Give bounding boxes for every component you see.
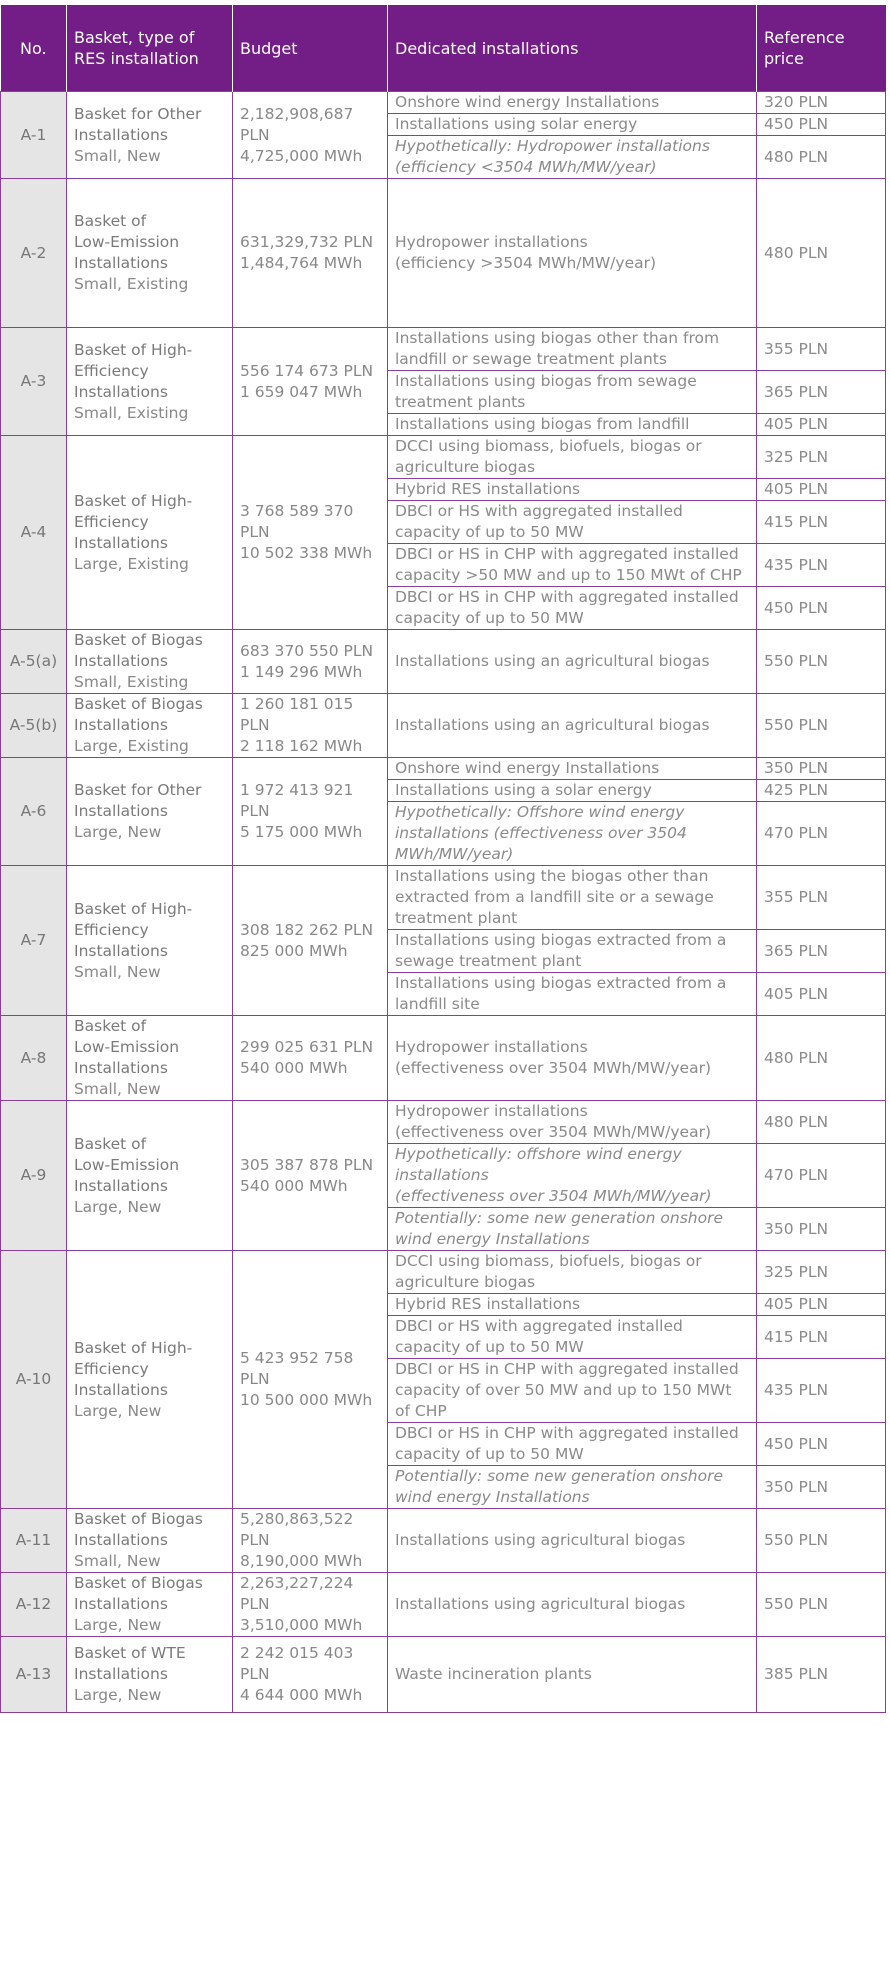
installation-name: Potentially: some new generation onshore wind energy Installations: [388, 1208, 757, 1251]
basket-type: Large, New: [74, 1616, 162, 1634]
budget-energy: 4 644 000 MWh: [240, 1686, 363, 1704]
reference-price: 405 PLN: [757, 973, 886, 1016]
basket-type: Small, New: [74, 146, 161, 165]
installation-name: Installations using agricultural biogas: [388, 1573, 757, 1637]
budget-energy: 10 500 000 MWh: [240, 1391, 373, 1409]
basket-name: Basket of Low-Emission Installations: [74, 212, 180, 272]
basket-cell: [67, 1573, 233, 1637]
reference-price: 480 PLN: [757, 136, 886, 179]
basket-number: A-7: [1, 866, 67, 1016]
reference-price: 405 PLN: [757, 414, 886, 436]
reference-price: 320 PLN: [757, 92, 886, 114]
installation-name: Installations using solar energy: [388, 114, 757, 136]
table-row: [1, 866, 886, 930]
budget-energy: 1 149 296 MWh: [240, 662, 363, 681]
budget-energy: 1,484,764 MWh: [240, 254, 363, 272]
reference-price: 450 PLN: [757, 114, 886, 136]
budget-energy: 540 000 MWh: [240, 1059, 348, 1077]
basket-name: Basket of High- Efficiency Installations: [74, 1338, 193, 1399]
installation-name: Onshore wind energy Installations: [388, 92, 757, 114]
installation-name: DCCI using biomass, biofuels, biogas or agriculture biogas: [388, 1251, 757, 1294]
table-row: [1, 758, 886, 780]
basket-number: A-12: [1, 1573, 67, 1637]
basket-name: Basket of Biogas Installations: [74, 631, 203, 670]
table-row: [1, 436, 886, 479]
basket-name: Basket of High- Efficiency Installations: [74, 491, 193, 552]
budget-amount: 2 242 015 403 PLN: [240, 1644, 354, 1683]
budget-energy: 1 659 047 MWh: [240, 382, 363, 401]
installation-name: Installations using an agricultural biogas: [388, 630, 757, 694]
basket-type: Large, New: [74, 1686, 162, 1704]
basket-number: A-5(b): [1, 694, 67, 758]
budget-amount: 5 423 952 758 PLN: [240, 1349, 354, 1388]
installation-name: Hydropower installations (effectiveness over 3504 MWh/MW/year): [388, 1016, 757, 1101]
table-row: [1, 1509, 886, 1573]
reference-price: 415 PLN: [757, 501, 886, 544]
basket-number: A-3: [1, 328, 67, 436]
installation-name: DCCI using biomass, biofuels, biogas or agriculture biogas: [388, 436, 757, 479]
budget-cell: [233, 1016, 388, 1101]
budget-cell: [233, 92, 388, 179]
basket-cell: [67, 1509, 233, 1573]
installation-name: Hydropower installations (efficiency >3504 MWh/MW/year): [388, 179, 757, 328]
basket-cell: [67, 1101, 233, 1251]
budget-amount: 631,329,732 PLN: [240, 233, 374, 251]
basket-number: A-8: [1, 1016, 67, 1101]
basket-type: Small, Existing: [74, 403, 189, 422]
budget-cell: [233, 179, 388, 328]
installation-name: DBCI or HS with aggregated installed capacity of up to 50 MW: [388, 1316, 757, 1359]
reference-price: 325 PLN: [757, 1251, 886, 1294]
table-row: [1, 328, 886, 371]
budget-amount: 1 260 181 015 PLN: [240, 695, 354, 734]
installation-name: Installations using agricultural biogas: [388, 1509, 757, 1573]
reference-price: 355 PLN: [757, 328, 886, 371]
budget-energy: 540 000 MWh: [240, 1176, 348, 1195]
table-row: [1, 1101, 886, 1144]
basket-number: A-1: [1, 92, 67, 179]
installation-name: Hypothetically: Offshore wind energy installations (effectiveness over 3504 MWh/MW/year): [388, 802, 757, 866]
budget-cell: [233, 758, 388, 866]
installation-name: Hybrid RES installations: [388, 1294, 757, 1316]
basket-type: Small, Existing: [74, 673, 189, 691]
reference-price: 470 PLN: [757, 1144, 886, 1208]
installation-name: DBCI or HS in CHP with aggregated installed capacity of up to 50 MW: [388, 587, 757, 630]
installation-name: DBCI or HS in CHP with aggregated installed capacity >50 MW and up to 150 MWt of CHP: [388, 544, 757, 587]
budget-cell: [233, 630, 388, 694]
reference-price: 480 PLN: [757, 1016, 886, 1101]
installation-name: Installations using an agricultural biogas: [388, 694, 757, 758]
budget-amount: 2,182,908,687 PLN: [240, 104, 354, 144]
budget-energy: 3,510,000 MWh: [240, 1616, 363, 1634]
reference-price: 415 PLN: [757, 1316, 886, 1359]
budget-amount: 305 387 878 PLN: [240, 1155, 374, 1174]
budget-amount: 556 174 673 PLN: [240, 361, 374, 380]
basket-cell: [67, 630, 233, 694]
basket-name: Basket of Biogas Installations: [74, 695, 203, 734]
reference-price: 350 PLN: [757, 1208, 886, 1251]
installation-name: Hypothetically: Hydropower installations (efficiency <3504 MWh/MW/year): [388, 136, 757, 179]
budget-amount: 683 370 550 PLN: [240, 641, 374, 660]
installation-name: Installations using a solar energy: [388, 780, 757, 802]
basket-cell: [67, 1251, 233, 1509]
reference-price: 350 PLN: [757, 758, 886, 780]
budget-energy: 2 118 162 MWh: [240, 737, 363, 755]
budget-energy: 5 175 000 MWh: [240, 823, 363, 841]
budget-cell: [233, 694, 388, 758]
installation-name: Onshore wind energy Installations: [388, 758, 757, 780]
budget-cell: [233, 1251, 388, 1509]
table-body: [1, 92, 886, 1713]
basket-type: Large, New: [74, 1197, 162, 1216]
basket-name: Basket of High- Efficiency Installations: [74, 340, 193, 401]
reference-price: 480 PLN: [757, 179, 886, 328]
basket-name: Basket of Biogas Installations: [74, 1574, 203, 1613]
basket-type: Large, New: [74, 1401, 162, 1420]
basket-cell: [67, 179, 233, 328]
basket-number: A-11: [1, 1509, 67, 1573]
table-row: [1, 1573, 886, 1637]
basket-type: Large, New: [74, 823, 162, 841]
table-row: [1, 630, 886, 694]
budget-amount: 2,263,227,224 PLN: [240, 1574, 354, 1613]
installation-name: Installations using biogas extracted from a landfill site: [388, 973, 757, 1016]
budget-cell: [233, 1637, 388, 1713]
reference-price: 385 PLN: [757, 1637, 886, 1713]
reference-price: 350 PLN: [757, 1466, 886, 1509]
reference-price: 550 PLN: [757, 1509, 886, 1573]
installation-name: Installations using biogas from sewage treatment plants: [388, 371, 757, 414]
budget-cell: [233, 328, 388, 436]
basket-number: A-10: [1, 1251, 67, 1509]
budget-energy: 8,190,000 MWh: [240, 1552, 363, 1570]
table-row: [1, 179, 886, 328]
installation-name: Potentially: some new generation onshore wind energy Installations: [388, 1466, 757, 1509]
reference-price: 450 PLN: [757, 587, 886, 630]
basket-cell: [67, 866, 233, 1016]
basket-type: Small, Existing: [74, 275, 189, 293]
basket-name: Basket of High- Efficiency Installations: [74, 899, 193, 960]
reference-price: 550 PLN: [757, 630, 886, 694]
reference-price: 365 PLN: [757, 371, 886, 414]
basket-cell: [67, 436, 233, 630]
basket-type: Large, Existing: [74, 554, 189, 573]
installation-name: DBCI or HS in CHP with aggregated installed capacity of over 50 MW and up to 150 MWt of CHP: [388, 1359, 757, 1423]
header-budget: Budget: [233, 5, 388, 92]
budget-energy: 10 502 338 MWh: [240, 544, 373, 562]
reference-price: 405 PLN: [757, 479, 886, 501]
basket-cell: [67, 694, 233, 758]
reference-price: 325 PLN: [757, 436, 886, 479]
installation-name: Hypothetically: offshore wind energy installations (effectiveness over 3504 MWh/MW/year): [388, 1144, 757, 1208]
budget-cell: [233, 866, 388, 1016]
installation-name: Installations using biogas other than from landfill or sewage treatment plants: [388, 328, 757, 371]
table-row: [1, 1637, 886, 1713]
header-row: [1, 5, 886, 92]
reference-price: 355 PLN: [757, 866, 886, 930]
reference-price: 550 PLN: [757, 694, 886, 758]
budget-energy: 4,725,000 MWh: [240, 146, 363, 165]
basket-type: Small, New: [74, 1552, 161, 1570]
reference-price: 550 PLN: [757, 1573, 886, 1637]
auction-baskets-table: [0, 5, 886, 1713]
header-installations: Dedicated installations: [388, 5, 757, 92]
budget-amount: 3 768 589 370 PLN: [240, 502, 354, 541]
basket-name: Basket for Other Installations: [74, 781, 202, 820]
budget-cell: [233, 436, 388, 630]
budget-cell: [233, 1101, 388, 1251]
reference-price: 435 PLN: [757, 544, 886, 587]
installation-name: Installations using biogas extracted from a sewage treatment plant: [388, 930, 757, 973]
basket-number: A-4: [1, 436, 67, 630]
header-no: No.: [1, 5, 67, 92]
basket-cell: [67, 1016, 233, 1101]
installation-name: Installations using biogas from landfill: [388, 414, 757, 436]
header-reference-price: Reference price: [757, 5, 886, 92]
installation-name: DBCI or HS with aggregated installed capacity of up to 50 MW: [388, 501, 757, 544]
basket-type: Small, New: [74, 962, 161, 981]
table-row: [1, 92, 886, 114]
budget-amount: 1 972 413 921 PLN: [240, 781, 354, 820]
budget-amount: 308 182 262 PLN: [240, 920, 374, 939]
basket-type: Large, Existing: [74, 737, 189, 755]
budget-cell: [233, 1509, 388, 1573]
basket-name: Basket of Low-Emission Installations: [74, 1017, 180, 1077]
installation-name: Waste incineration plants: [388, 1637, 757, 1713]
reference-price: 405 PLN: [757, 1294, 886, 1316]
budget-cell: [233, 1573, 388, 1637]
basket-cell: [67, 758, 233, 866]
basket-cell: [67, 92, 233, 179]
budget-amount: 5,280,863,522 PLN: [240, 1510, 354, 1549]
basket-name: Basket for Other Installations: [74, 104, 202, 144]
reference-price: 480 PLN: [757, 1101, 886, 1144]
installation-name: Hydropower installations (effectiveness over 3504 MWh/MW/year): [388, 1101, 757, 1144]
table-row: [1, 1251, 886, 1294]
basket-cell: [67, 1637, 233, 1713]
basket-cell: [67, 328, 233, 436]
basket-type: Small, New: [74, 1080, 161, 1098]
installation-name: Hybrid RES installations: [388, 479, 757, 501]
reference-price: 425 PLN: [757, 780, 886, 802]
budget-amount: 299 025 631 PLN: [240, 1038, 374, 1056]
basket-number: A-5(a): [1, 630, 67, 694]
budget-energy: 825 000 MWh: [240, 941, 348, 960]
table-row: [1, 1016, 886, 1101]
installation-name: DBCI or HS in CHP with aggregated installed capacity of up to 50 MW: [388, 1423, 757, 1466]
reference-price: 470 PLN: [757, 802, 886, 866]
header-basket: Basket, type of RES installation: [67, 5, 233, 92]
basket-number: A-6: [1, 758, 67, 866]
table-row: [1, 694, 886, 758]
basket-number: A-13: [1, 1637, 67, 1713]
basket-number: A-2: [1, 179, 67, 328]
basket-name: Basket of Low-Emission Installations: [74, 1134, 180, 1195]
basket-number: A-9: [1, 1101, 67, 1251]
reference-price: 435 PLN: [757, 1359, 886, 1423]
basket-name: Basket of WTE Installations: [74, 1644, 186, 1683]
installation-name: Installations using the biogas other than extracted from a landfill site or a sewage treatment plant: [388, 866, 757, 930]
reference-price: 450 PLN: [757, 1423, 886, 1466]
basket-name: Basket of Biogas Installations: [74, 1510, 203, 1549]
reference-price: 365 PLN: [757, 930, 886, 973]
